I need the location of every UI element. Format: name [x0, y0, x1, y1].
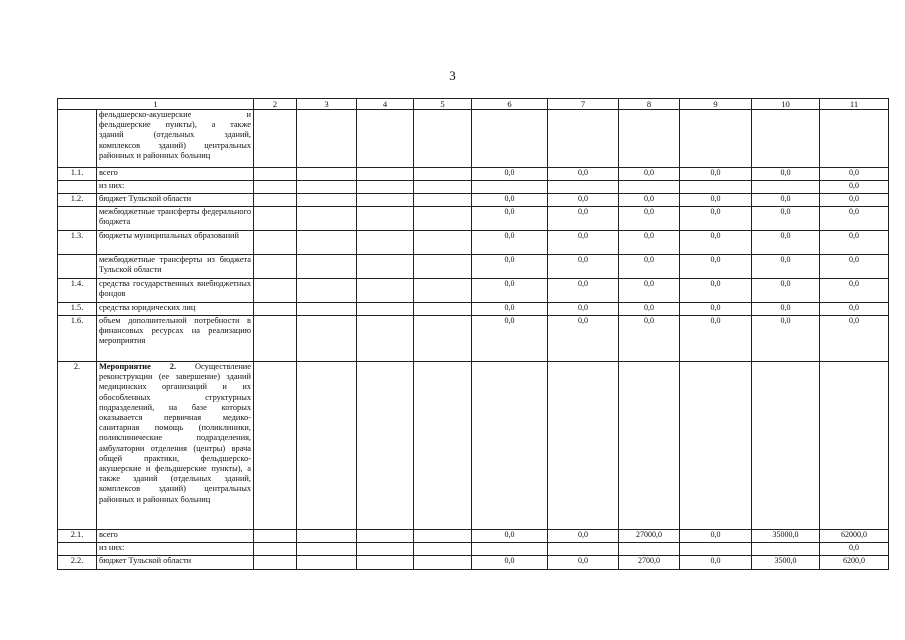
table-row: [58, 316, 889, 362]
continuation-row: [58, 110, 889, 168]
value-cell: 0,0: [472, 255, 548, 279]
table-row: [58, 194, 889, 207]
row-label: всего: [97, 530, 254, 543]
value-cell: 0,0: [619, 194, 680, 207]
empty-cell: [254, 194, 297, 207]
header-cell: 1: [58, 99, 254, 110]
measure-title: Мероприятие 2.: [99, 362, 177, 371]
value-cell: 0,0: [548, 207, 619, 231]
empty-cell: [680, 362, 752, 530]
text-line: фельдшерско-акушерские и: [99, 110, 252, 119]
value-cell: 0,0: [619, 255, 680, 279]
empty-cell: [357, 110, 414, 168]
row-label: бюджет Тульской области: [97, 194, 254, 207]
table-row: [58, 231, 889, 255]
value-cell: 0,0: [680, 231, 752, 255]
value-cell: 0,0: [619, 279, 680, 303]
empty-cell: [619, 110, 680, 168]
empty-cell: [414, 316, 472, 362]
value-cell: 62000,0: [820, 530, 889, 543]
empty-cell: [254, 168, 297, 181]
value-cell: 35000,0: [752, 530, 820, 543]
value-cell: 0,0: [619, 168, 680, 181]
value-cell: [548, 181, 619, 194]
value-cell: 0,0: [820, 231, 889, 255]
value-cell: 0,0: [472, 303, 548, 316]
row-label: межбюджетные трансферты федерального бюджета: [97, 207, 254, 231]
value-cell: 0,0: [548, 168, 619, 181]
empty-cell: [357, 231, 414, 255]
value-cell: 0,0: [820, 316, 889, 362]
row-label: бюджет Тульской области: [97, 556, 254, 570]
empty-cell: [414, 194, 472, 207]
header-cell: 7: [548, 99, 619, 110]
header-cell: 8: [619, 99, 680, 110]
row-code: [58, 255, 97, 279]
empty-cell: [414, 255, 472, 279]
value-cell: 0,0: [820, 168, 889, 181]
table-row: [58, 207, 889, 231]
empty-cell: [297, 181, 357, 194]
value-cell: 0,0: [752, 316, 820, 362]
value-cell: 0,0: [472, 168, 548, 181]
empty-cell: [357, 279, 414, 303]
header-cell: 5: [414, 99, 472, 110]
value-cell: 27000,0: [619, 530, 680, 543]
table-row: [58, 279, 889, 303]
empty-cell: [297, 207, 357, 231]
empty-cell: [297, 556, 357, 570]
empty-cell: [414, 530, 472, 543]
empty-cell: [254, 362, 297, 530]
empty-cell: [357, 255, 414, 279]
text-line: районных и районных больниц: [99, 150, 211, 160]
value-cell: [752, 181, 820, 194]
header-cell: 6: [472, 99, 548, 110]
row-code: [58, 543, 97, 556]
value-cell: 0,0: [752, 194, 820, 207]
value-cell: 0,0: [680, 303, 752, 316]
text-line: комплексов зданий) центральных: [99, 140, 252, 150]
row-code: [58, 207, 97, 231]
empty-cell: [357, 530, 414, 543]
empty-cell: [297, 530, 357, 543]
empty-cell: [297, 110, 357, 168]
value-cell: 0,0: [548, 194, 619, 207]
empty-cell: [820, 362, 889, 530]
empty-cell: [297, 303, 357, 316]
empty-cell: [414, 207, 472, 231]
value-cell: 0,0: [472, 556, 548, 570]
row-label: из них:: [97, 181, 254, 194]
empty-cell: [254, 181, 297, 194]
value-cell: 0,0: [472, 316, 548, 362]
value-cell: 3500,0: [752, 556, 820, 570]
empty-cell: [414, 231, 472, 255]
row-label: из них:: [97, 543, 254, 556]
header-cell: 11: [820, 99, 889, 110]
empty-cell: [548, 110, 619, 168]
value-cell: 0,0: [548, 279, 619, 303]
value-cell: 0,0: [548, 316, 619, 362]
measure-code: 2.: [58, 362, 97, 530]
value-cell: 0,0: [472, 207, 548, 231]
value-cell: 0,0: [548, 556, 619, 570]
empty-cell: [58, 110, 97, 168]
empty-cell: [472, 362, 548, 530]
table-row: [58, 181, 889, 194]
row-code: 2.2.: [58, 556, 97, 570]
value-cell: 0,0: [820, 543, 889, 556]
table-row: [58, 556, 889, 570]
value-cell: 0,0: [820, 279, 889, 303]
row-label: бюджеты муниципальных образований: [97, 231, 254, 255]
empty-cell: [414, 303, 472, 316]
empty-cell: [820, 110, 889, 168]
row-label: средства юридических лиц: [97, 303, 254, 316]
value-cell: 0,0: [820, 181, 889, 194]
header-cell: 4: [357, 99, 414, 110]
value-cell: 0,0: [548, 530, 619, 543]
value-cell: 0,0: [752, 303, 820, 316]
empty-cell: [414, 110, 472, 168]
value-cell: [680, 181, 752, 194]
header-cell: 10: [752, 99, 820, 110]
value-cell: 0,0: [680, 207, 752, 231]
row-code: [58, 181, 97, 194]
empty-cell: [414, 181, 472, 194]
empty-cell: [414, 556, 472, 570]
empty-cell: [254, 530, 297, 543]
value-cell: 0,0: [548, 255, 619, 279]
header-cell: 9: [680, 99, 752, 110]
value-cell: 0,0: [752, 207, 820, 231]
empty-cell: [619, 362, 680, 530]
value-cell: 0,0: [680, 168, 752, 181]
value-cell: 0,0: [619, 303, 680, 316]
row-label: всего: [97, 168, 254, 181]
empty-cell: [297, 255, 357, 279]
empty-cell: [297, 231, 357, 255]
value-cell: 0,0: [820, 194, 889, 207]
table-row: [58, 168, 889, 181]
empty-cell: [548, 362, 619, 530]
row-code: 1.2.: [58, 194, 97, 207]
empty-cell: [414, 362, 472, 530]
empty-cell: [357, 316, 414, 362]
empty-cell: [357, 556, 414, 570]
row-code: 2.1.: [58, 530, 97, 543]
value-cell: 0,0: [680, 316, 752, 362]
empty-cell: [357, 543, 414, 556]
value-cell: 0,0: [548, 231, 619, 255]
value-cell: 0,0: [752, 168, 820, 181]
value-cell: 0,0: [680, 556, 752, 570]
value-cell: [619, 543, 680, 556]
empty-cell: [357, 168, 414, 181]
empty-cell: [680, 110, 752, 168]
value-cell: [619, 181, 680, 194]
value-cell: [752, 543, 820, 556]
value-cell: 0,0: [752, 231, 820, 255]
empty-cell: [357, 303, 414, 316]
value-cell: 0,0: [472, 231, 548, 255]
empty-cell: [254, 556, 297, 570]
empty-cell: [254, 303, 297, 316]
empty-cell: [414, 168, 472, 181]
value-cell: 0,0: [680, 279, 752, 303]
empty-cell: [414, 543, 472, 556]
empty-cell: [472, 110, 548, 168]
empty-cell: [752, 362, 820, 530]
empty-cell: [357, 181, 414, 194]
measure-row: [58, 362, 889, 530]
empty-cell: [254, 255, 297, 279]
row-label: средства государственных внебюджетных фондов: [97, 279, 254, 303]
text-line: зданий (отдельных зданий,: [99, 130, 252, 140]
empty-cell: [297, 316, 357, 362]
measure-description: [97, 362, 254, 530]
value-cell: 0,0: [752, 279, 820, 303]
empty-cell: [297, 279, 357, 303]
table-row: [58, 303, 889, 316]
value-cell: 0,0: [619, 207, 680, 231]
empty-cell: [254, 207, 297, 231]
value-cell: 0,0: [680, 530, 752, 543]
value-cell: 0,0: [820, 303, 889, 316]
empty-cell: [357, 362, 414, 530]
row-code: 1.1.: [58, 168, 97, 181]
row-code: 1.5.: [58, 303, 97, 316]
empty-cell: [297, 194, 357, 207]
value-cell: 0,0: [472, 279, 548, 303]
empty-cell: [254, 110, 297, 168]
empty-cell: [752, 110, 820, 168]
page-number: 3: [449, 68, 456, 83]
empty-cell: [254, 231, 297, 255]
value-cell: 2700,0: [619, 556, 680, 570]
value-cell: 0,0: [619, 316, 680, 362]
value-cell: 0,0: [472, 530, 548, 543]
row-code: 1.3.: [58, 231, 97, 255]
value-cell: 6200,0: [820, 556, 889, 570]
value-cell: 0,0: [752, 255, 820, 279]
row-code: 1.6.: [58, 316, 97, 362]
value-cell: 0,0: [680, 194, 752, 207]
value-cell: [680, 543, 752, 556]
text-line: фельдшерские пункты), а также: [99, 120, 252, 130]
table-row: [58, 543, 889, 556]
header-cell: 2: [254, 99, 297, 110]
empty-cell: [357, 207, 414, 231]
measure-text: Осуществление реконструкции (ее завершение) зданий медицинских организаций и их обособленных структурных подразделений, на базе которых оказывается первичная медико-санитарная помощь (поликлиники, поликлинические подразделения, амбулатории отделения (центры) врача общей практики, фельдшерско-акушерские и фельдшерские пункты), а также зданий (отдельных зданий, комплексов зданий) центральных районных и районных больниц: [99, 362, 252, 504]
value-cell: 0,0: [680, 255, 752, 279]
empty-cell: [254, 316, 297, 362]
table-row: [58, 255, 889, 279]
empty-cell: [414, 279, 472, 303]
row-code: 1.4.: [58, 279, 97, 303]
empty-cell: [357, 194, 414, 207]
value-cell: 0,0: [619, 231, 680, 255]
value-cell: [472, 181, 548, 194]
empty-cell: [297, 543, 357, 556]
value-cell: 0,0: [820, 207, 889, 231]
empty-cell: [254, 279, 297, 303]
row-label: межбюджетные трансферты из бюджета Тульской области: [97, 255, 254, 279]
table-row: [58, 530, 889, 543]
value-cell: [548, 543, 619, 556]
value-cell: 0,0: [548, 303, 619, 316]
row-label: объем дополнительной потребности в финансовых ресурсах на реализацию мероприятия: [97, 316, 254, 362]
empty-cell: [254, 543, 297, 556]
continuation-text: [97, 110, 254, 168]
empty-cell: [297, 362, 357, 530]
value-cell: 0,0: [820, 255, 889, 279]
value-cell: 0,0: [472, 194, 548, 207]
financing-table: [57, 98, 889, 570]
value-cell: [472, 543, 548, 556]
header-row: [58, 99, 889, 110]
empty-cell: [297, 168, 357, 181]
header-cell: 3: [297, 99, 357, 110]
